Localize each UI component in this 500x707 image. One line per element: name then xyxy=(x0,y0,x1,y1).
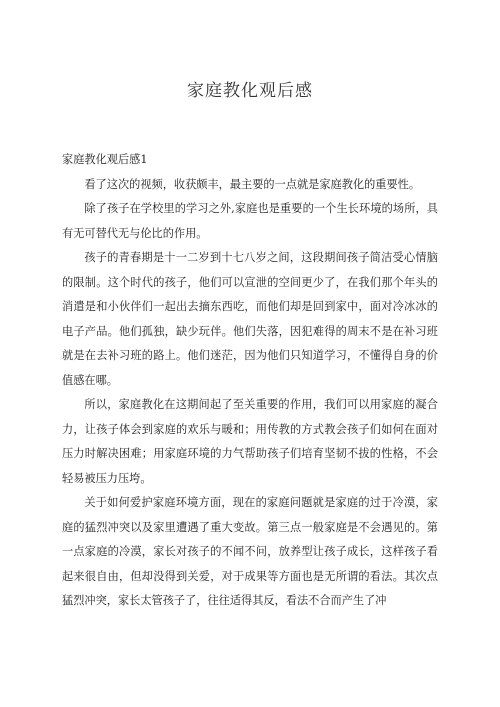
paragraph: 所以，家庭教化在这期间起了至关重要的作用，我们可以用家庭的凝合力，让孩子体会到家庭的欢乐与暖和；用传教的方式教会孩子们如何在面对压力时解决困难；用家庭环境的力气帮助孩子们培育坚韧不拔的性格，不会轻易被压力压垮。 xyxy=(62,398,438,485)
paragraph: 孩子的青春期是十一二岁到十七八岁之间，这段期间孩子简洁受心情脑的限制。这个时代的孩子，他们可以宣泄的空间更少了，在我们那个年头的消遣是和小伙伴们一起出去摘东西吃，而他们却是回到家中，面对冷冰冰的电子产品。他们孤独，缺少玩伴。他们失落，因犯难得的周末不是在补习班就是在去补习班的路上。他们迷茫，因为他们只知道学习，不懂得自身的价值感在哪。 xyxy=(62,251,438,387)
paragraph: 看了这次的视频，收获颇丰，最主要的一点就是家庭教化的重要性。 xyxy=(84,177,421,191)
paragraph: 关于如何爱护家庭环境方面，现在的家庭问题就是家庭的过于冷漠，家庭的猛烈冲突以及家里遭遇了重大变故。第三点一般家庭是不会遇见的。第一点家庭的冷漠，家长对孩子的不闻不问，放养型让孩子成长，这样孩子看起来很自由，但却没得到关爱，对于成果等方面也是无所谓的看法。其次点猛烈冲突，家长太管孩子了，往往适得其反，看法不合而产生了冲 xyxy=(62,496,438,607)
section-subheading: 家庭教化观后感1 xyxy=(62,153,148,166)
document-body xyxy=(62,148,438,614)
document-title: 家庭教化观后感 xyxy=(187,81,313,101)
paragraph: 除了孩子在学校里的学习之外,家庭也是重要的一个生长环境的场所，具有无可替代无与伦比的作用。 xyxy=(62,202,438,240)
